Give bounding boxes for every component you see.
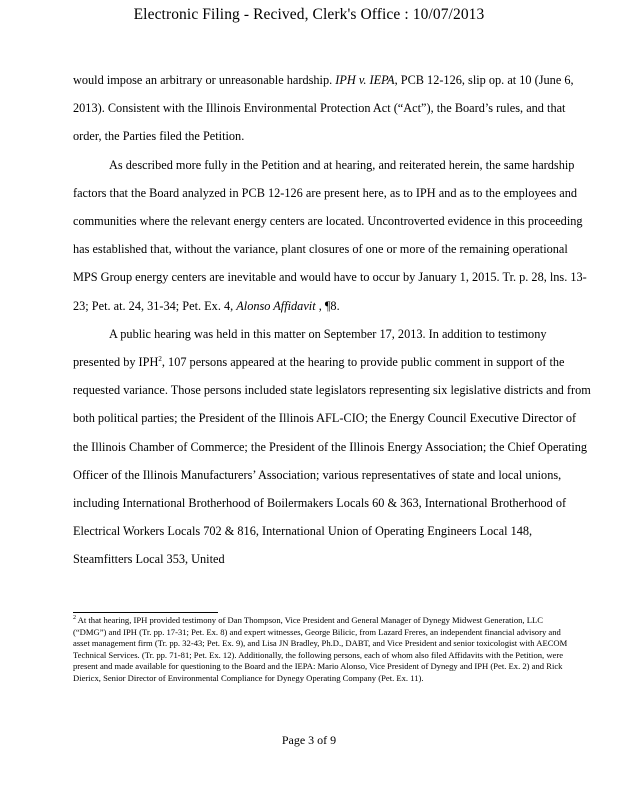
footnote-marker: 2: [73, 615, 76, 622]
paragraph-2-text-c: , ¶8.: [315, 298, 340, 313]
case-citation-italic: IPH v. IEPA: [335, 73, 395, 87]
paragraph-1-text-c: , PCB 12-126, slip op. at 10 (June 6, 2013). Consistent with the Illinois Environmental Protection Act (“Act”), the Board’s rules, and that order, the Parties filed the Petition.: [73, 73, 574, 144]
footnote-separator: [73, 612, 218, 613]
page-number: Page 3 of 9: [281, 733, 337, 747]
paragraph-3: [73, 320, 593, 574]
paragraph-3-text-b: , 107 persons appeared at the hearing to provide public comment in support of the requested variance. Those persons included state legislators representing six legislative districts and from both political parties; the President of the Illinois AFL-CIO; the Energy Council Executive Director of the Illinois Chamber of Commerce; the President of the Illinois Energy Association; the Chief Operating Officer of the Illinois Manufacturers’ Association; various representatives of state and local unions, including International Brotherhood of Boilermakers Locals 60 & 363, International Brotherhood of Electrical Workers Locals 702 & 816, International Union of Operating Engineers Local 148, Steamfitters Local 353, United: [73, 355, 591, 567]
document-body: [73, 66, 593, 574]
paragraph-3-text-a: A public hearing was held in this matter on September 17, 2013. In addition to testimony presented by IPH: [73, 326, 547, 370]
affidavit-citation-italic: Alonso Affidavit: [236, 298, 316, 313]
footnote: [73, 615, 573, 685]
paragraph-2: [73, 151, 593, 320]
footnote-reference-marker: 2: [158, 354, 162, 363]
paragraph-1-text-a: would impose an arbitrary or unreasonable hardship.: [73, 73, 336, 87]
paragraph-2-text-a: As described more fully in the Petition and at hearing, and reiterated herein, the same hardship factors that the Board analyzed in PCB 12-126 are present here, as to IPH and as to the employees and communities where the relevant energy centers are located. Uncontroverted evidence in this proceeding has established that, without the variance, plant closures of one or more of the remaining operational MPS Group energy centers are inevitable and would have to occur by January 1, 2015. Tr. p. 28, lns. 13-23; Pet. at. 24, 31-34; Pet. Ex. 4,: [73, 157, 587, 313]
electronic-filing-header: Electronic Filing - Recived, Clerk's Office : 10/07/2013: [133, 6, 485, 23]
paragraph-1: [73, 66, 593, 151]
footnote-text: At that hearing, IPH provided testimony of Dan Thompson, Vice President and General Manager of Dynegy Midwest Generation, LLC (“DMG”) and IPH (Tr. pp. 17-31; Pet. Ex. 8) and expert witnesses, George Bilicic, from Lazard Freres, an independent financial advisory and asset management firm (Tr. pp. 32-43; Pet. Ex. 9), and Lisa JN Bradley, Ph.D., DABT, and Vice President and senior toxicologist with AECOM Technical Services. (Tr. pp. 71-81; Pet. Ex. 12). Additionally, the following persons, each of whom also filed Affidavits with the Petition, were present and made available for questioning to the Board and the IEPA: Mario Alonso, Vice President of Dynegy and IPH (Pet. Ex. 2) and Rick Diericx, Senior Director of Environmental Compliance for Dynegy Operating Company (Pet. Ex. 11).: [73, 615, 568, 683]
